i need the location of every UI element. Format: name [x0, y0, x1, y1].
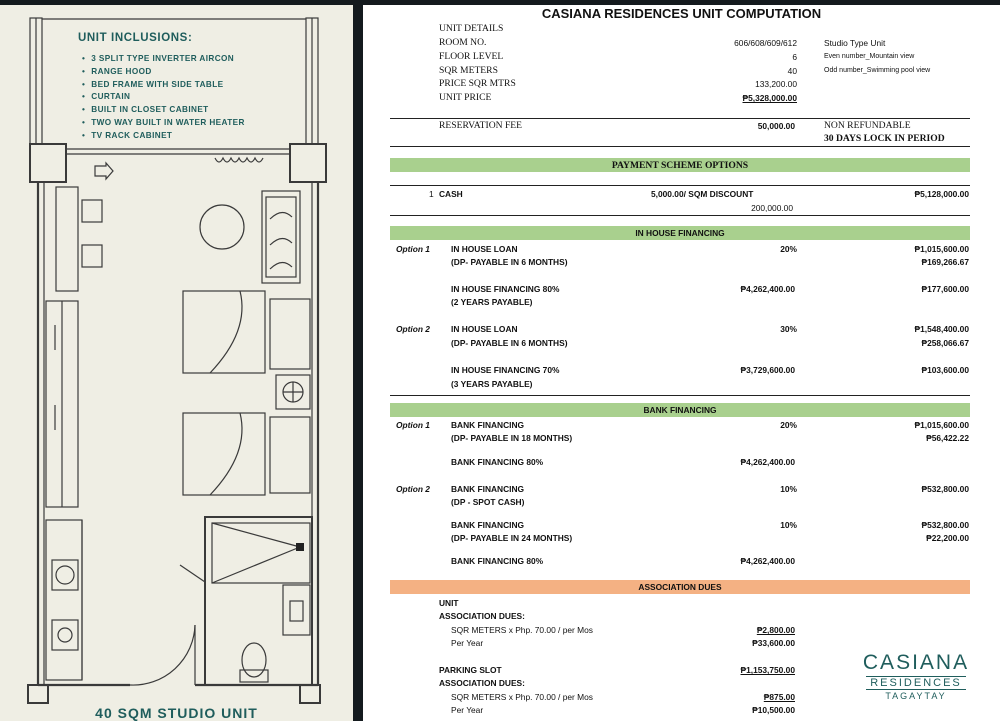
monthly-value: ₱56,422.22	[926, 433, 969, 443]
list-item: • CURTAIN	[82, 92, 131, 102]
loan-label: BANK FINANCING	[451, 484, 525, 494]
reservation-value: 50,000.00	[757, 121, 795, 131]
inclusions-title: UNIT INCLUSIONS:	[78, 32, 193, 44]
financing-term: (3 YEARS PAYABLE)	[451, 379, 533, 389]
detail-value: 606/608/609/612	[734, 38, 797, 48]
floor-plan-panel	[0, 5, 353, 721]
reservation-note: 30 DAYS LOCK IN PERIOD	[824, 133, 945, 144]
bank-financing-header: BANK FINANCING	[390, 403, 970, 417]
detail-note: Studio Type Unit	[824, 38, 886, 48]
parking-formula: SQR METERS x Php. 70.00 / per Mos	[451, 692, 593, 702]
option-label: Option 1	[396, 420, 430, 430]
option-label: Option 2	[396, 484, 430, 494]
option-label: Option 2	[396, 324, 430, 334]
detail-note: Odd number_Swimming pool view	[824, 67, 931, 74]
reservation-note: NON REFUNDABLE	[824, 120, 911, 131]
cash-label: CASH	[439, 189, 463, 199]
casiana-logo: CASIANA RESIDENCES TAGAYTAY	[862, 651, 970, 701]
unit-price-value: ₱5,328,000.00	[742, 93, 797, 103]
amount-value: ₱1,015,600.00	[914, 244, 969, 254]
assoc-unit-label: UNIT	[439, 598, 459, 608]
cash-discount-amount: 200,000.00	[751, 203, 793, 213]
financing-label: BANK FINANCING 80%	[451, 457, 544, 467]
financing-monthly: ₱177,600.00	[921, 284, 969, 294]
cash-number: 1	[429, 189, 434, 199]
dp-label: (DP- PAYABLE IN 6 MONTHS)	[451, 257, 568, 267]
monthly-value: ₱169,266.67	[921, 257, 969, 267]
loan-label: IN HOUSE LOAN	[451, 244, 518, 254]
financing-monthly: ₱103,600.00	[921, 365, 969, 375]
financing-amount: ₱4,262,400.00	[740, 556, 795, 566]
detail-label: ROOM NO.	[439, 37, 487, 48]
in-house-financing-header: IN HOUSE FINANCING	[390, 226, 970, 240]
detail-label: SQR METERS	[439, 65, 498, 76]
plan-caption: 40 SQM STUDIO UNIT	[95, 705, 258, 721]
list-item: • RANGE HOOD	[82, 66, 152, 76]
monthly-value: ₱258,066.67	[921, 338, 969, 348]
parking-yearly: ₱10,500.00	[752, 705, 795, 715]
monthly-value: ₱22,200.00	[926, 533, 969, 543]
parking-dues-label: ASSOCIATION DUES:	[439, 678, 525, 688]
amount-value: ₱532,800.00	[921, 484, 969, 494]
financing-term: (2 YEARS PAYABLE)	[451, 297, 533, 307]
financing-label: IN HOUSE FINANCING 80%	[451, 284, 560, 294]
list-item: • BUILT IN CLOSET CABINET	[82, 105, 209, 115]
inclusions-list	[82, 53, 245, 143]
parking-price: ₱1,153,750.00	[740, 665, 795, 675]
assoc-monthly: ₱2,800.00	[756, 625, 795, 635]
cash-discount: 5,000.00/ SQM DISCOUNT	[651, 189, 754, 199]
dp-label: (DP- PAYABLE IN 24 MONTHS)	[451, 533, 573, 543]
payment-scheme-header: PAYMENT SCHEME OPTIONS	[390, 158, 970, 172]
detail-label: FLOOR LEVEL	[439, 51, 504, 62]
cash-total: ₱5,128,000.00	[914, 189, 969, 199]
detail-label: PRICE SQR MTRS	[439, 78, 516, 89]
percent-value: 20%	[780, 244, 797, 254]
list-item: • BED FRAME WITH SIDE TABLE	[82, 79, 224, 89]
financing-amount: ₱4,262,400.00	[740, 284, 795, 294]
percent-value: 10%	[780, 484, 797, 494]
financing-label: BANK FINANCING 80%	[451, 556, 544, 566]
option-label: Option 1	[396, 244, 430, 254]
loan-label: IN HOUSE LOAN	[451, 324, 518, 334]
percent-value: 20%	[780, 420, 797, 430]
amount-value: ₱1,015,600.00	[914, 420, 969, 430]
reservation-label: RESERVATION FEE	[439, 120, 523, 131]
list-item: • 3 SPLIT TYPE INVERTER AIRCON	[82, 54, 235, 63]
financing-amount: ₱3,729,600.00	[740, 365, 795, 375]
percent-value: 10%	[780, 520, 797, 530]
details-header: UNIT DETAILS	[439, 23, 504, 34]
assoc-formula: SQR METERS x Php. 70.00 / per Mos	[451, 625, 593, 635]
assoc-dues-label: ASSOCIATION DUES:	[439, 611, 525, 621]
detail-value: 6	[792, 52, 797, 62]
financing-amount: ₱4,262,400.00	[740, 457, 795, 467]
sheet-title: CASIANA RESIDENCES UNIT COMPUTATION	[541, 6, 822, 21]
parking-label: PARKING SLOT	[439, 665, 502, 675]
association-dues-header: ASSOCIATION DUES	[390, 580, 970, 594]
detail-value: 40	[787, 66, 797, 76]
detail-value: 133,200.00	[755, 79, 797, 89]
assoc-per-year-label: Per Year	[451, 638, 484, 648]
dp-label: (DP- PAYABLE IN 6 MONTHS)	[451, 338, 568, 348]
parking-monthly: ₱875.00	[763, 692, 795, 702]
list-item: • TWO WAY BUILT IN WATER HEATER	[82, 117, 245, 127]
parking-per-year-label: Per Year	[451, 705, 484, 715]
amount-value: ₱1,548,400.00	[914, 324, 969, 334]
dp-label: (DP - SPOT CASH)	[451, 497, 525, 507]
detail-label: UNIT PRICE	[439, 92, 492, 103]
percent-value: 30%	[780, 324, 797, 334]
detail-note: Even number_Mountain view	[824, 53, 915, 60]
computation-sheet	[363, 5, 1000, 721]
loan-label: BANK FINANCING	[451, 520, 525, 530]
financing-label: IN HOUSE FINANCING 70%	[451, 365, 560, 375]
amount-value: ₱532,800.00	[921, 520, 969, 530]
list-item: • TV RACK CABINET	[82, 130, 173, 140]
dp-label: (DP- PAYABLE IN 18 MONTHS)	[451, 433, 573, 443]
loan-label: BANK FINANCING	[451, 420, 525, 430]
assoc-yearly: ₱33,600.00	[752, 638, 795, 648]
